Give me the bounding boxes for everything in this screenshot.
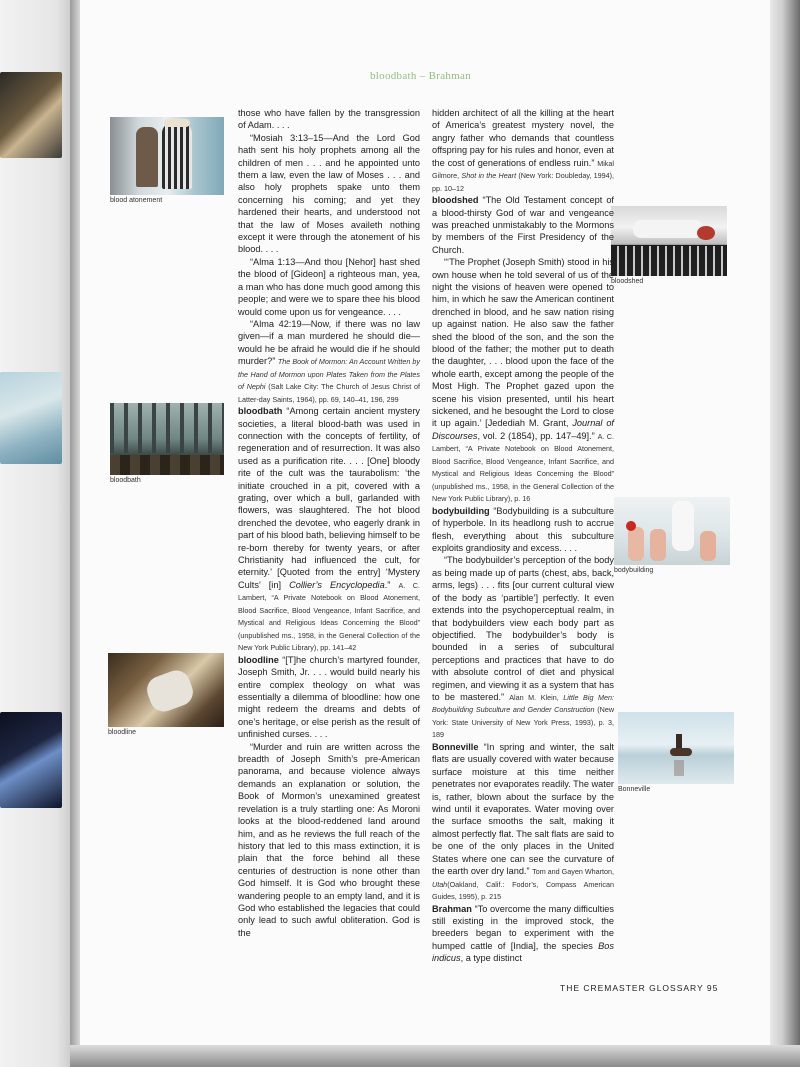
citation-author: Tom and Gayen Wharton, xyxy=(532,867,615,876)
bloodline-photo xyxy=(108,653,224,727)
figure-bloodshed xyxy=(611,206,727,285)
page-edge xyxy=(770,0,800,1067)
paragraph xyxy=(432,554,614,740)
citation-details: (Salt Lake City: The Church of Jesus Christ of Latter-day Saints, 1964), pp. 69, 140–41, 196, 299 xyxy=(238,382,420,404)
left-page xyxy=(0,0,80,1067)
entry-bloodshed xyxy=(432,194,614,256)
entry-bloodbath xyxy=(238,405,420,654)
caption-blood-atonement: blood atonement xyxy=(110,197,163,204)
citation-title: Journal of Discourses xyxy=(432,418,614,441)
paragraph-text: “Alma 42:19—Now, if there was no law given—if a man murdered he should die—would he be afraid he would die if he should murder?” xyxy=(238,318,420,367)
citation-author: Alan M. Klein, xyxy=(509,692,559,702)
bodybuilding-photo xyxy=(614,497,730,565)
citation-title: Little Big Men: Bodybuilding Subculture and Gender Construction xyxy=(432,692,615,715)
entry-bonneville xyxy=(432,741,614,903)
paragraph xyxy=(432,107,614,194)
paragraph-text: “‘The Prophet (Joseph Smith) stood in his own house when he told several of us of the night the visions of heaven were opened to him, in which he saw the American continent drenched in blood, and he saw nation rising up against nation. He also saw the father shed the blood of the son, and the son the blood of the father; the mother put to death the daughter, . . . blood upon the face of the whole earth, except among the people of the Most High. The Prophet gazed upon the scene his vision presented, until his heart sickened, and he besought the Lord to close it up again.’ [Jedediah M. Grant, xyxy=(432,257,614,429)
citation-title: Utah xyxy=(432,879,448,889)
paragraph xyxy=(432,256,614,505)
bonneville-photo xyxy=(618,712,734,784)
citation-details: (New York: State University of New York Press, 1993), p. 3, 189 xyxy=(432,705,615,740)
text-column-2 xyxy=(432,107,614,965)
paragraph xyxy=(238,318,420,405)
bottom-shadow xyxy=(70,1045,800,1067)
entry-bloodline xyxy=(238,654,420,741)
paragraph-text: “The bodybuilder’s perception of the body as being made up of parts (chest, abs, back, arms, legs) . . . fits [our current cultural view of the body as ‘partible’] perfectly. It even extends into the psychoperceptual realm, in that bodybuilders view each body part as objectified. The bodybuilder’s body is bounded in a series of subcultural perceptions and practices that have to do with absolute control of diet and physical regimen, and viewing it as a system that has to be mastered.” xyxy=(432,555,614,702)
running-head: bloodbath – Brahman xyxy=(370,70,472,82)
bloodbath-photo xyxy=(110,403,224,475)
headword: bodybuilding xyxy=(432,505,490,516)
figure-bloodline xyxy=(108,653,224,736)
caption-bonneville: Bonneville xyxy=(618,786,651,793)
headword: Brahman xyxy=(432,903,472,914)
caption-bloodbath: bloodbath xyxy=(110,477,141,484)
headword: bloodbath xyxy=(238,406,283,417)
entry-text-end: , a type distinct xyxy=(460,953,522,964)
left-page-photo-2 xyxy=(0,372,62,464)
entry-text: “To overcome the many difficulties still existing in the improved stock, the breeders began to experiment with the humped cattle of [India], the species xyxy=(432,903,614,951)
entry-italic: Collier’s Encyclopedia xyxy=(289,579,385,590)
entry-text: “[T]he church’s martyred founder, Joseph Smith, Jr. . . . would build nearly his entire complex theology on what was essentially a dilemma of bloodline: how one might redeem the dreams and debts of one’s heritage, or else perish as the result of unfinished curses. . . . xyxy=(238,654,420,740)
paragraph: “Murder and ruin are written across the breadth of Joseph Smith’s pre-American panorama, and because violence always demands an explanation or solution, the Book of Mormon’s unexamined greatest revelation is a truly startling one: As Moroni looks at the blood-reddened land around him, and as he reviews the full reach of the history that led to this mass extinction, it is plain that the force behind all these centuries of destruction is none other than God himself. It is God who brought these wandering people to an empty land, and it is God who established the legacies that could only lead to such awful obliteration. God is the xyxy=(238,741,420,938)
paragraph: those who have fallen by the transgression of Adam. . . . xyxy=(238,108,420,131)
figure-bodybuilding xyxy=(614,497,730,574)
figure-blood-atonement xyxy=(110,117,224,204)
paragraph: “Alma 1:13—And thou [Nehor] hast shed the blood of [Gideon] a righteous man, yea, a man who has done much good among this people; and were we to spare thee his blood would come upon us for vengeance. . . . xyxy=(238,256,420,317)
left-page-photo-3 xyxy=(0,712,62,808)
paragraph: “Mosiah 3:13–15—And the Lord God hath sent his holy prophets among all the children of men . . . and he appointed unto them a law, even the law of Moses . . . and also holy prophets spake unto them concerning his coming; and yet they hardened their hearts, and understood not that the law of Moses availeth nothing except it were through the atonement of his blood. . . . xyxy=(238,132,420,255)
paragraph-text: hidden architect of all the killing at the heart of America’s greatest mystery novel, the angry father who demands that countless offspring pay for his rules and honor, even at the cost of generations of endless ruin.” xyxy=(432,108,614,168)
left-page-photo-1 xyxy=(0,72,62,158)
citation-author: Mikal Gilmore, xyxy=(432,158,614,181)
citation-details: (Oakland, Calif.: Fodor’s, Compass American Guides, 1995), p. 215 xyxy=(432,879,614,901)
citation: A. C. Lambert, “A Private Notebook on Blood Atonement, Blood Sacrifice, Blood Vengeance, Infant Sacrifice, and Mystical and Religious Ideas Concerning the Blood” (unpublished ms., 1958, in the General Collection of the New York Public Library), pp. 141–42 xyxy=(238,580,420,653)
bloodshed-photo xyxy=(611,206,727,276)
page-footer-folio: THE CREMASTER GLOSSARY 95 xyxy=(560,983,719,993)
headword: Bonneville xyxy=(432,741,479,752)
text-column-1 xyxy=(238,107,420,939)
citation: A. C. Lambert, “A Private Notebook on Blood Atonement, Blood Sacrifice, Blood Vengeance, Infant Sacrifice, and Mystical and Religious Ideas Concerning the Blood” (unpublished ms., 1958, in the General Collection of the New York Public Library), p. 16 xyxy=(432,431,614,504)
entry-text: “Bodybuilding is a subculture of hyperbole. In its headlong rush to accrue flesh, everything about this subculture exploits grandiosity and excess. . . . xyxy=(432,505,614,554)
entry-italic: Bos indicus xyxy=(432,940,614,964)
citation-title: The Book of Mormon: An Account Written by the Hand of Mormon upon Plates Taken from the Plates of Nephi xyxy=(238,357,420,392)
figure-bloodbath xyxy=(110,403,224,484)
caption-bodybuilding: bodybuilding xyxy=(614,567,654,574)
blood-atonement-photo xyxy=(110,117,224,195)
headword: bloodshed xyxy=(432,195,479,206)
paragraph-text-end: , vol. 2 (1854), pp. 147–49].” xyxy=(477,430,595,441)
entry-text: “In spring and winter, the salt flats are usually covered with water because surface moisture at this time neither penetrates nor evaporates readily. The water is, rather, blown about the surface by the wind until it evaporates. Water moving over the surface smooths the salt, making it almost perfectly flat. The salt flats are said to be one of the only places in the United States where one can see the curvature of the earth over dry land.” xyxy=(432,741,614,876)
figure-bonneville xyxy=(618,712,734,793)
caption-bloodshed: bloodshed xyxy=(611,278,644,285)
citation-title: Shot in the Heart xyxy=(461,171,517,181)
headword: bloodline xyxy=(238,654,279,665)
entry-bodybuilding xyxy=(432,505,614,555)
citation-details: (New York: Doubleday, 1994), pp. 10–12 xyxy=(432,171,614,193)
entry-text-end: .” xyxy=(384,579,391,590)
entry-text: “Among certain ancient mystery societies, a literal blood-bath was used in connection with the concepts of fertility, of regeneration and of resurrection. It was also used as a purification rite. . . . [One] bloody rite of the cult was the taurabolism: ‘the initiate crouched in a pit, covered with a grating, over which a bull, garlanded with flowers, was slaughtered. The hot blood drenched the devotee, who eagerly drank in part of his blood bath, believing himself to be re-born thereby for twenty years, or after Christianity had influenced the cult, for eternity.’ [Quoted from the entry] ‘Mystery Cults’ [in] xyxy=(238,406,420,590)
entry-brahman xyxy=(432,903,614,965)
caption-bloodline: bloodline xyxy=(108,729,137,736)
entry-text: “The Old Testament concept of a blood-thirsty God of war and vengeance was preached unmistakably to the Mormons by members of the First Presidency of the Church. xyxy=(432,195,614,255)
